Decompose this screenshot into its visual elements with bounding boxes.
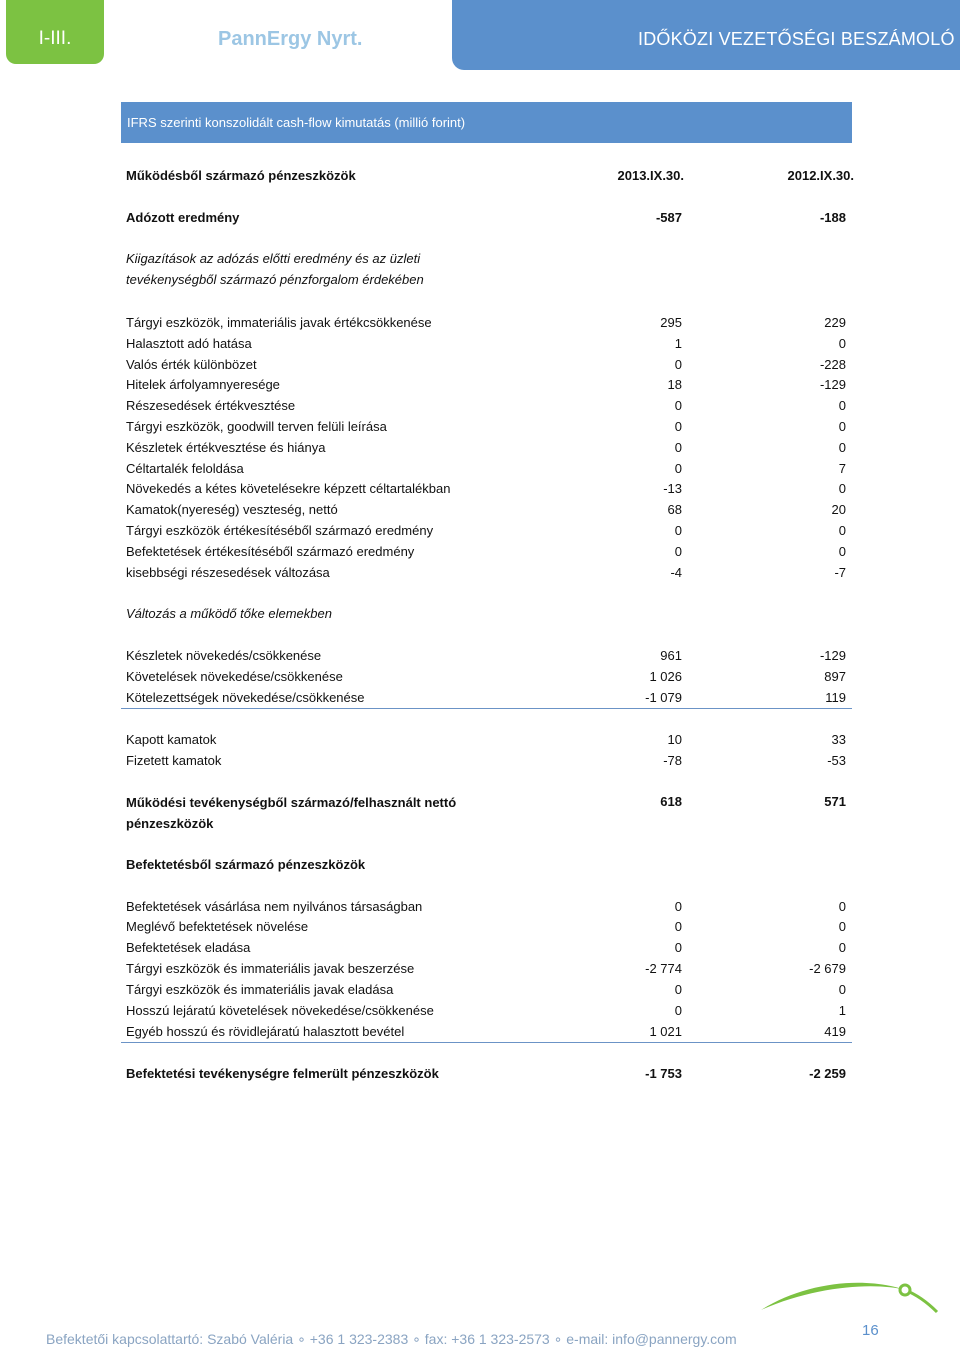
page-number: 16	[862, 1322, 879, 1339]
row-value-2013: 0	[674, 940, 682, 955]
report-tab	[452, 0, 960, 70]
row-label: Hosszú lejáratú követelések növekedése/csökkenése	[126, 1003, 434, 1018]
row-label: Halasztott adó hatása	[126, 336, 252, 351]
row-value-2012: -228	[819, 357, 846, 372]
row-label: Tárgyi eszközök, goodwill terven felüli leírása	[126, 419, 387, 434]
row-value-2012: 229	[824, 315, 846, 330]
row-value-2012: -188	[819, 210, 846, 225]
row-label: Részesedések értékvesztése	[126, 398, 296, 413]
row-value-2013: -1 753	[645, 1066, 682, 1081]
row-label: Növekedés a kétes követelésekre képzett céltartalékban	[126, 481, 451, 496]
row-label: Kamatok(nyereség) veszteség, nettó	[126, 502, 338, 517]
row-value-2012: 20	[831, 502, 846, 517]
row-label: Befektetések értékesítéséből származó eredmény	[126, 544, 415, 559]
section-label: I-III.	[38, 28, 72, 49]
row-value-2012: -2 259	[809, 1066, 846, 1081]
row-value-2013: 1	[674, 336, 682, 351]
row-value-2013: 0	[674, 398, 682, 413]
row-value-2013: 0	[674, 523, 682, 538]
row-label: Tárgyi eszközök, immateriális javak értékcsökkenése	[126, 315, 432, 330]
company-name: PannErgy Nyrt.	[218, 28, 363, 50]
row-value-2013: 1 026	[649, 669, 682, 684]
row-value-2012: 7	[838, 461, 846, 476]
row-label: Tárgyi eszközök és immateriális javak beszerzése	[126, 961, 415, 976]
row-label: Hitelek árfolyamnyeresége	[126, 377, 280, 392]
row-label: Céltartalék feloldása	[126, 461, 244, 476]
row-label: Tárgyi eszközök értékesítéséből származó eredmény	[126, 523, 434, 538]
row-label: Készletek értékvesztése és hiánya	[126, 440, 326, 455]
row-value-2013: 0	[674, 440, 682, 455]
row-value-2013: 68	[667, 502, 682, 517]
row-value-2012: 571	[824, 794, 846, 809]
row-value-2012: -7	[834, 565, 846, 580]
row-value-2013: -587	[655, 210, 682, 225]
row-value-2013: -13	[663, 481, 682, 496]
row-label: Tárgyi eszközök és immateriális javak eladása	[126, 982, 394, 997]
section-heading: Működésből származó pénzeszközök	[126, 168, 356, 183]
row-label: Befektetések vásárlása nem nyilvános társaságban	[126, 899, 423, 914]
row-value-2012: 0	[838, 336, 846, 351]
row-value-2012: 897	[824, 669, 846, 684]
row-label: Fizetett kamatok	[126, 753, 222, 768]
row-label: Változás a működő tőke elemekben	[126, 606, 332, 621]
row-value-2013: 0	[674, 919, 682, 934]
row-value-2013: -1 079	[645, 690, 682, 705]
row-value-2012: 0	[838, 544, 846, 559]
row-value-2013: 0	[674, 419, 682, 434]
row-label: Meglévő befektetések növelése	[126, 919, 309, 934]
row-label: Befektetésből származó pénzeszközök	[126, 857, 366, 872]
row-value-2012: 119	[825, 690, 846, 705]
footer-contact: Befektetői kapcsolattartó: Szabó Valéria ∘ +36 1 323-2383 ∘ fax: +36 1 323-2573 ∘ e-mail: info@pannergy.com	[46, 1331, 737, 1347]
row-value-2013: 0	[674, 357, 682, 372]
company-tab	[104, 0, 451, 64]
row-value-2013: 961	[660, 648, 682, 663]
row-label: Befektetési tevékenységre felmerült pénzeszközök	[126, 1066, 439, 1081]
row-value-2012: 0	[838, 919, 846, 934]
row-value-2013: 18	[667, 377, 682, 392]
row-value-2013: 1 021	[649, 1024, 682, 1039]
section-tab	[6, 0, 104, 64]
row-value-2012: -2 679	[809, 961, 846, 976]
row-label: Egyéb hosszú és rövidlejáratú halasztott bevétel	[126, 1024, 405, 1039]
row-label: Készletek növekedés/csökkenése	[126, 648, 322, 663]
row-value-2013: 10	[667, 732, 682, 747]
section-divider	[121, 708, 852, 709]
row-value-2013: 295	[660, 315, 682, 330]
row-value-2012: -129	[819, 377, 846, 392]
row-value-2013: 0	[674, 1003, 682, 1018]
row-value-2013: -78	[663, 753, 682, 768]
table-title: IFRS szerinti konszolidált cash-flow kimutatás (millió forint)	[127, 115, 466, 130]
row-label: Kapott kamatok	[126, 732, 217, 747]
row-value-2012: 0	[838, 419, 846, 434]
row-value-2012: 0	[838, 440, 846, 455]
row-label: kisebbségi részesedések változása	[126, 565, 330, 580]
row-value-2013: 0	[674, 461, 682, 476]
row-value-2012: 0	[838, 481, 846, 496]
row-value-2013: -2 774	[645, 961, 682, 976]
row-value-2013: 0	[674, 899, 682, 914]
report-title: IDŐKÖZI VEZETŐSÉGI BESZÁMOLÓ	[638, 29, 955, 49]
row-label: Kiigazítások az adózás előtti eredmény és az üzleti tevékenységből származó pénzforgalom érdekében	[126, 251, 424, 287]
row-value-2012: -53	[827, 753, 846, 768]
row-label: Adózott eredmény	[126, 210, 240, 225]
row-label: Kötelezettségek növekedése/csökkenése	[126, 690, 365, 705]
row-label: Működési tevékenységből származó/felhasznált nettó pénzeszközök	[126, 795, 457, 831]
row-value-2013: -4	[670, 565, 682, 580]
row-value-2012: 0	[838, 523, 846, 538]
table-title-bar	[121, 102, 852, 143]
row-value-2013: 0	[674, 544, 682, 559]
row-value-2012: 419	[824, 1024, 846, 1039]
row-value-2012: 0	[838, 940, 846, 955]
row-label: Valós érték különbözet	[126, 357, 257, 372]
row-value-2012: -129	[819, 648, 846, 663]
column-header-2013: 2013.IX.30.	[617, 168, 684, 183]
row-value-2012: 0	[838, 899, 846, 914]
swoosh-logo-icon	[755, 1272, 940, 1317]
row-label: Befektetések eladása	[126, 940, 251, 955]
row-label: Követelések növekedése/csökkenése	[126, 669, 343, 684]
row-value-2013: 618	[660, 794, 682, 809]
row-value-2013: 0	[674, 982, 682, 997]
row-value-2012: 33	[831, 732, 846, 747]
row-value-2012: 0	[838, 398, 846, 413]
column-header-2012: 2012.IX.30.	[787, 168, 854, 183]
section-divider	[121, 1042, 852, 1043]
row-value-2012: 1	[838, 1003, 846, 1018]
row-value-2012: 0	[838, 982, 846, 997]
